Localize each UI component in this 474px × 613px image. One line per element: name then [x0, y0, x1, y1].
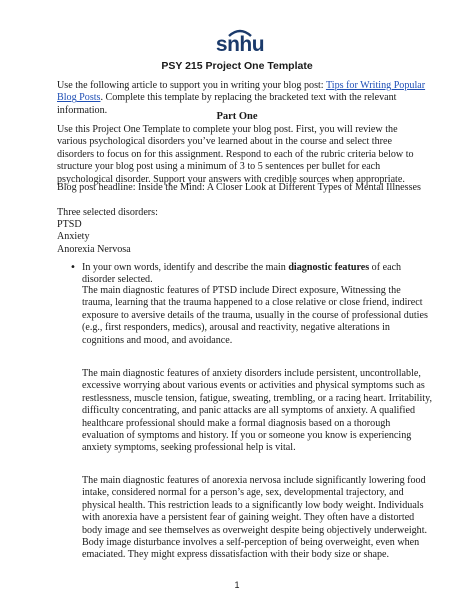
snhu-logo [214, 28, 266, 58]
disorders-label: Three selected disorders: [57, 207, 158, 218]
bullet-text-before: In your own words, identify and describe the main [82, 262, 289, 273]
bullet-question [82, 262, 432, 287]
blog-headline: Blog post headline: Inside the Mind: A Closer Look at Different Types of Mental Illnesses [57, 182, 421, 193]
intro-text-before: Use the following article to support you in writing your blog post: [57, 80, 326, 91]
disorder-item: Anorexia Nervosa [57, 243, 131, 255]
disorder-item: Anxiety [57, 231, 90, 243]
part-one-heading: Part One [216, 111, 258, 122]
article-link[interactable]: Tips for Writing Popular Blog Posts [57, 80, 426, 104]
bullet-icon: • [70, 262, 76, 273]
selected-disorders [57, 207, 429, 256]
anxiety-answer: The main diagnostic features of anxiety disorders include persistent, uncontrollable, excessive worrying about various events or activities and physical symptoms such as restlessness, muscle tension, fatigue, sweating, trembling, or a racing heart. Irritability, difficulty concentrating, and panic attacks are all symptoms of anxiety. A qualified healthcare professional should make a formal diagnosis based on a thorough evaluation of symptoms and history. If you or someone you know is experiencing anxiety symptoms, seeking professional help is vital. [82, 368, 433, 454]
bullet-bold-text: diagnostic features [288, 262, 370, 273]
disorder-item: PTSD [57, 219, 82, 231]
intro-text-after: . Complete this template by replacing the bracketed text with the relevant information. [57, 92, 397, 116]
document-title: PSY 215 Project One Template [161, 60, 313, 72]
anorexia-answer: The main diagnostic features of anorexia nervosa include significantly lowering food intake, considered normal for a person’s age, sex, developmental trajectory, and physical health. This restriction leads to a significantly low body weight. Individuals with anorexia have a persistent fear of gaining weight. They often have a distorted body image and see themselves as overweight despite being objectively underweight. Body image disturbance involves a self-perception of being overweight, even when emaciated. They might express dissatisfaction with their body size or shape. [82, 475, 428, 561]
logo-text: snhu [215, 33, 265, 56]
ptsd-answer: The main diagnostic features of PTSD include Direct exposure, Witnessing the trauma, learning that the trauma happened to a close relative or close friend, indirect exposure to aversive details of the trauma, usually in the course of professional duties (e.g., first responders, medics), arousal and reactivity, negative alterations in cognitions and mood, and avoidance. [82, 285, 428, 346]
bullet-text-after: of each disorder selected. [82, 262, 402, 286]
part-one-instructions: Use this Project One Template to complete your blog post. First, you will review the various psychological disorders you’ve learned about in the course and select three disorders to focus on for this assignment. Respond to each of the rubric criteria below to structure your blog post using a minimum of 3 to 5 sentences per bullet for each psychological disorder. Support your answers with credible sources when appropriate. [57, 124, 414, 185]
page-number: 1 [234, 580, 240, 590]
